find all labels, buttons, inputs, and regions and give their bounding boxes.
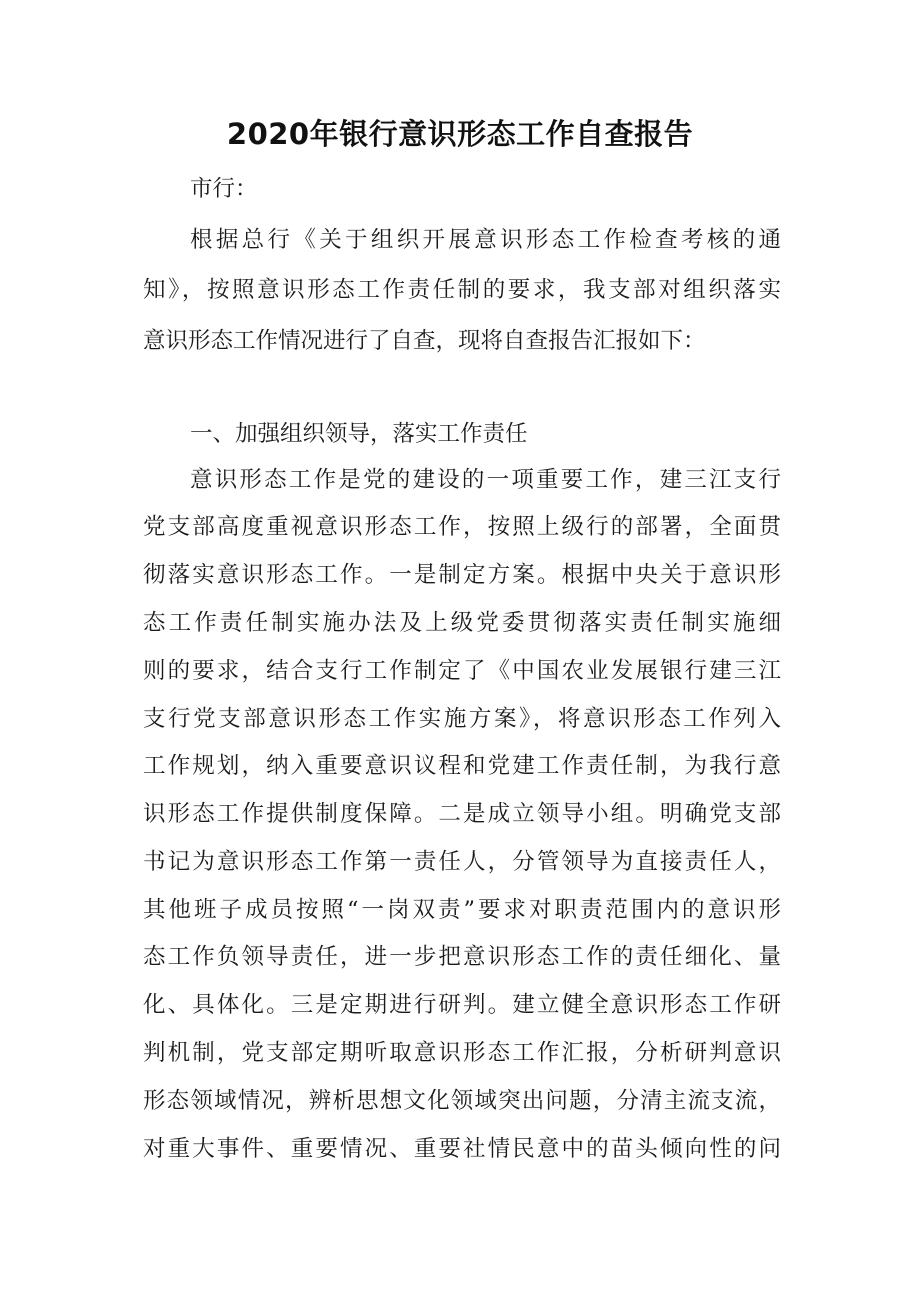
body-line-9: 书记为意识形态工作第一责任人，分管领导为直接责任人， [143, 849, 781, 875]
body-line-5: 则的要求，结合支行工作制定了《中国农业发展银行建三江 [143, 658, 781, 684]
body-line-4: 态工作责任制实施办法及上级党委贯彻落实责任制实施细 [143, 610, 781, 636]
body-line-7: 工作规划，纳入重要意识议程和党建工作责任制，为我行意 [143, 753, 781, 779]
body-line-2: 党支部高度重视意识形态工作，按照上级行的部署，全面贯 [143, 514, 781, 540]
intro-line-3: 意识形态工作情况进行了自查，现将自查报告汇报如下： [143, 328, 706, 354]
body-line-10: 其他班子成员按照“一岗双责”要求对职责范围内的意识形 [143, 897, 781, 923]
body-line-11: 态工作负领导责任，进一步把意识形态工作的责任细化、量 [143, 944, 781, 970]
body-line-1: 意识形态工作是党的建设的一项重要工作，建三江支行 [190, 467, 781, 493]
document-title: 2020年银行意识形态工作自查报告 [226, 117, 694, 151]
section-heading: 一、加强组织领导，落实工作责任 [190, 421, 528, 447]
body-line-15: 对重大事件、重要情况、重要社情民意中的苗头倾向性的问 [143, 1136, 781, 1162]
body-line-6: 支行党支部意识形态工作实施方案》，将意识形态工作列入 [143, 706, 781, 732]
salutation: 市行： [190, 176, 258, 202]
body-line-12: 化、具体化。三是定期进行研判。建立健全意识形态工作研 [143, 992, 781, 1018]
body-line-3: 彻落实意识形态工作。一是制定方案。根据中央关于意识形 [143, 562, 781, 588]
body-line-13: 判机制，党支部定期听取意识形态工作汇报，分析研判意识 [143, 1040, 781, 1066]
body-line-8: 识形态工作提供制度保障。二是成立领导小组。明确党支部 [143, 801, 781, 827]
intro-line-1: 根据总行《关于组织开展意识形态工作检查考核的通 [190, 227, 781, 253]
intro-line-2: 知》，按照意识形态工作责任制的要求，我支部对组织落实 [143, 277, 781, 303]
body-line-14: 形态领域情况，辨析思想文化领域突出问题，分清主流支流， [143, 1088, 781, 1114]
